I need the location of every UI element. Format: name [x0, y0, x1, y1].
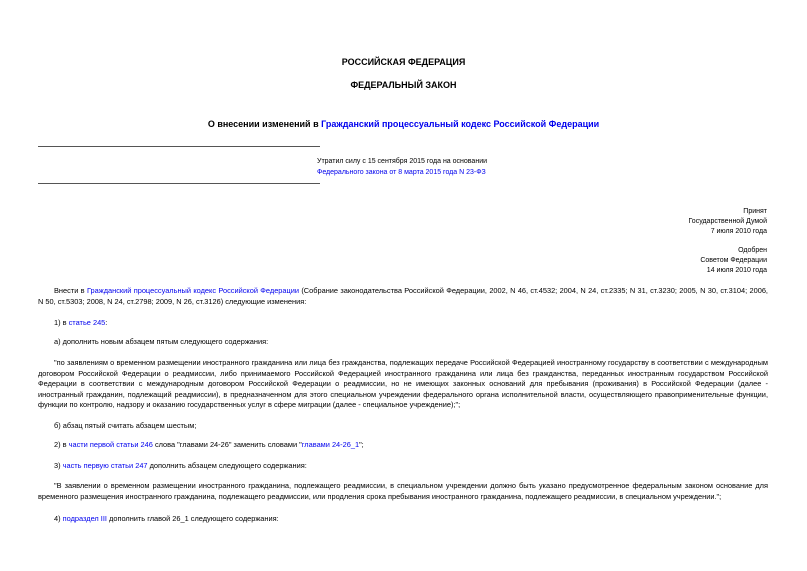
adopted-line2: Государственной Думой: [688, 218, 767, 225]
item4-text-a: 4): [54, 514, 63, 523]
divider-top: [38, 146, 320, 147]
item2-text-a: 2) в: [54, 440, 69, 449]
approved-block: [700, 246, 767, 276]
item2-text-b: слова "главами 24-26" заменить словами ": [152, 440, 302, 449]
item-1b: б) абзац пятый считать абзацем шестым;: [54, 421, 197, 430]
law-title: [0, 119, 807, 129]
item3-text-a: 3): [54, 461, 63, 470]
law-title-prefix: О внесении изменений в: [207, 119, 322, 129]
item-2: [38, 440, 768, 451]
country-heading: РОССИЙСКАЯ ФЕДЕРАЦИЯ: [341, 57, 466, 67]
code-link-body[interactable]: Гражданский процессуальный кодекс Российской Федерации: [86, 286, 300, 295]
adopted-line3: 7 июля 2010 года: [710, 228, 767, 235]
adopted-line1: Принят: [743, 208, 767, 215]
approved-line2: Советом Федерации: [700, 257, 767, 264]
quote-1: "по заявлениям о временном размещении иностранного гражданина или лица без гражданства, подлежащих передаче Российской Федерацией иностранному государству в соответствии с международным договором Российской Федерации о реадмиссии, либо принимаемого Российской Федерацией иностранного гражданина или лица без гражданства, переданных иностранным государством Российской Федерации в соответствии с международным договором Российской Федерации о реадмиссии, но не имеющих законных оснований для пребывания (проживания) в Российской Федерации (далее - иностранный гражданин, подлежащий реадмиссии), в предназначенном для этого специальном учреждении федерального органа исполнительной власти, осуществляющего правоприменительные функции, функции по контролю, надзору и оказанию государственных услуг в сфере миграции (далее - специальное учреждение);";: [38, 358, 768, 409]
law-type-heading: ФЕДЕРАЛЬНЫЙ ЗАКОН: [350, 80, 457, 90]
item-3: [38, 461, 768, 472]
item1-text-a: 1) в: [54, 318, 69, 327]
item4-text-b: дополнить главой 26_1 следующего содержания:: [106, 514, 279, 523]
approved-line1: Одобрен: [738, 247, 767, 254]
intro-text-b: (Собрание законодательства Российской Федерации, 2002, N 46, ст.4532; 2004, N 24, ст.2335; N 31, ст.3230; 2005, N 30, ст.3104; 2006, N 50, ст.5303; 2008, N 24, ст.2798; 2009, N 26, ст.3126) следующие изменения:: [38, 286, 768, 306]
civil-procedure-code-link[interactable]: Гражданский процессуальный кодекс Российской Федерации: [321, 119, 600, 129]
item-1a: а) дополнить новым абзацем пятым следующего содержания:: [54, 337, 269, 346]
item2-text-c: ";: [359, 440, 364, 449]
article-247-link[interactable]: часть первую статьи 247: [62, 461, 148, 470]
approved-line3: 14 июля 2010 года: [706, 267, 767, 274]
intro-paragraph: [38, 286, 768, 307]
expiry-note-text: Утратил силу с 15 сентября 2015 года на основании: [317, 158, 488, 165]
intro-text-a: Внести в: [54, 286, 87, 295]
item3-text-b: дополнить абзацем следующего содержания:: [147, 461, 307, 470]
item1-text-b: :: [105, 318, 108, 327]
chapters-link[interactable]: главами 24-26_1: [301, 440, 360, 449]
repeal-law-link[interactable]: Федерального закона от 8 марта 2015 года N 23-ФЗ: [317, 169, 486, 176]
adopted-block: [688, 207, 767, 237]
item-1: [38, 318, 768, 329]
subsection-3-link[interactable]: подраздел III: [62, 514, 107, 523]
item-4: [38, 514, 768, 525]
article-246-link[interactable]: части первой статьи 246: [68, 440, 153, 449]
article-245-link[interactable]: статье 245: [68, 318, 106, 327]
quote-2: "В заявлении о временном размещении иностранного гражданина, подлежащего реадмиссии, в специальном учреждении должно быть указано предусмотренное федеральным законом основание для временного размещения иностранного гражданина, подлежащего реадмиссии, или продления срока пребывания иностранного гражданина, подлежащего реадмиссии, в специальном учреждении.";: [38, 481, 768, 501]
divider-bottom: [38, 183, 320, 184]
